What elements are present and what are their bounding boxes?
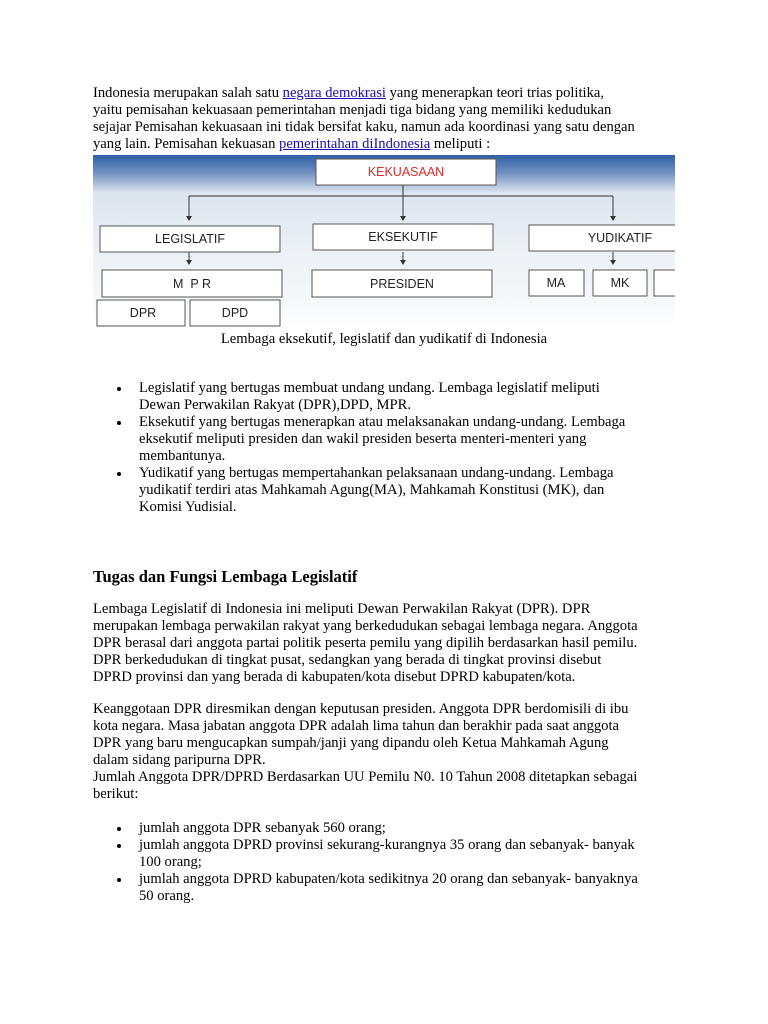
intro-line-3: sejajar Pemisahan kekuasaan ini tidak bersifat kaku, namun ada koordinasi yang satu dengan	[93, 119, 635, 135]
label-presiden: PRESIDEN	[370, 277, 434, 291]
label-kekuasaan: KEKUASAAN	[367, 165, 445, 179]
list-item-line: Dewan Perwakilan Rakyat (DPR),DPD, MPR.	[139, 397, 411, 413]
label-dpr: DPR	[129, 306, 157, 320]
jumlah-anggota-list	[93, 820, 683, 905]
intro-line-4	[93, 136, 683, 153]
paragraph-line: merupakan lembaga perwakilan rakyat yang berkedudukan sebagai lembaga negara. Anggota	[93, 618, 638, 634]
bullet-icon	[117, 387, 121, 391]
intro-text: yang menerapkan teori trias politika,	[385, 85, 605, 101]
paragraph-line: Lembaga Legislatif di Indonesia ini meliputi Dewan Perwakilan Rakyat (DPR). DPR	[93, 601, 591, 617]
bullet-icon	[117, 472, 121, 476]
paragraph-line: DPR berkedudukan di tingkat pusat, sedangkan yang berada di tingkat provinsi disebut	[93, 652, 602, 668]
list-item-line: jumlah anggota DPRD kabupaten/kota sedikitnya 20 orang dan sebanyak- banyaknya	[139, 871, 638, 887]
list-item-line: Legislatif yang bertugas membuat undang undang. Lembaga legislatif meliputi	[139, 380, 600, 396]
intro-text: Indonesia merupakan salah satu	[93, 85, 283, 101]
list-item	[93, 380, 683, 414]
list-item-line: yudikatif terdiri atas Mahkamah Agung(MA), Mahkamah Konstitusi (MK), dan	[139, 482, 605, 498]
label-mk: MK	[610, 276, 630, 290]
label-mpr: M P R	[173, 277, 211, 291]
list-item	[93, 837, 683, 871]
bullet-icon	[117, 878, 121, 882]
label-ma: MA	[546, 276, 566, 290]
label-legislatif: LEGISLATIF	[155, 232, 225, 246]
paragraph-line: DPRD provinsi dan yang berada di kabupaten/kota disebut DPRD kabupaten/kota.	[93, 669, 576, 685]
list-item-line: Yudikatif yang bertugas mempertahankan pelaksanaan undang-undang. Lembaga	[139, 465, 614, 481]
paragraph-line: DPR yang baru mengucapkan sumpah/janji yang dipandu oleh Ketua Mahkamah Agung	[93, 735, 609, 751]
paragraph-line: Jumlah Anggota DPR/DPRD Berdasarkan UU Pemilu N0. 10 Tahun 2008 ditetapkan sebagai	[93, 769, 638, 785]
diagram-caption: Lembaga eksekutif, legislatif dan yudikatif di Indonesia	[220, 331, 548, 347]
list-item	[93, 820, 683, 837]
lembaga-bullet-list	[93, 380, 683, 516]
intro-line-2: yaitu pemisahan kekuasaan pemerintahan menjadi tiga bidang yang memiliki kedudukan	[93, 102, 612, 118]
list-item-line: jumlah anggota DPR sebanyak 560 orang;	[139, 820, 386, 836]
paragraph-line: berikut:	[93, 786, 139, 802]
link-pemerintahan-indonesia[interactable]: pemerintahan diIndonesia	[279, 136, 431, 152]
box-extra	[654, 270, 675, 296]
label-dpd: DPD	[221, 306, 249, 320]
org-chart-svg	[93, 155, 675, 328]
intro-text: meliputi :	[430, 136, 491, 152]
label-yudikatif: YUDIKATIF	[587, 231, 653, 245]
paragraph-line: DPR berasal dari anggota partai politik peserta pemilu yang dipilih berdasarkan hasil pemilu.	[93, 635, 638, 651]
list-item-line: 100 orang;	[139, 854, 202, 870]
list-item-line: jumlah anggota DPRD provinsi sekurang-kurangnya 35 orang dan sebanyak- banyak	[139, 837, 635, 853]
intro-paragraph	[93, 85, 683, 153]
paragraph-line: Keanggotaan DPR diresmikan dengan keputusan presiden. Anggota DPR berdomisili di ibu	[93, 701, 629, 717]
link-negara-demokrasi[interactable]: negara demokrasi	[282, 85, 386, 101]
list-item-line: membantunya.	[139, 448, 226, 464]
paragraph-line: kota negara. Masa jabatan anggota DPR adalah lima tahun dan berakhir pada saat anggota	[93, 718, 619, 734]
kekuasaan-org-chart	[93, 155, 675, 328]
list-item	[93, 465, 683, 516]
intro-line-1	[93, 85, 683, 102]
section-heading: Tugas dan Fungsi Lembaga Legislatif	[93, 567, 358, 586]
intro-text: yang lain. Pemisahan kekuasan	[93, 136, 280, 152]
keanggotaan-paragraph	[93, 701, 683, 803]
legislatif-paragraph	[93, 601, 683, 686]
list-item-line: 50 orang.	[139, 888, 195, 904]
label-eksekutif: EKSEKUTIF	[368, 230, 438, 244]
bullet-icon	[117, 421, 121, 425]
list-item-line: Komisi Yudisial.	[139, 499, 237, 515]
list-item	[93, 871, 683, 905]
list-item-line: Eksekutif yang bertugas menerapkan atau melaksanakan undang-undang. Lembaga	[139, 414, 626, 430]
paragraph-line: dalam sidang paripurna DPR.	[93, 752, 266, 768]
bullet-icon	[117, 844, 121, 848]
bullet-icon	[117, 827, 121, 831]
list-item	[93, 414, 683, 465]
list-item-line: eksekutif meliputi presiden dan wakil presiden beserta menteri-menteri yang	[139, 431, 587, 447]
